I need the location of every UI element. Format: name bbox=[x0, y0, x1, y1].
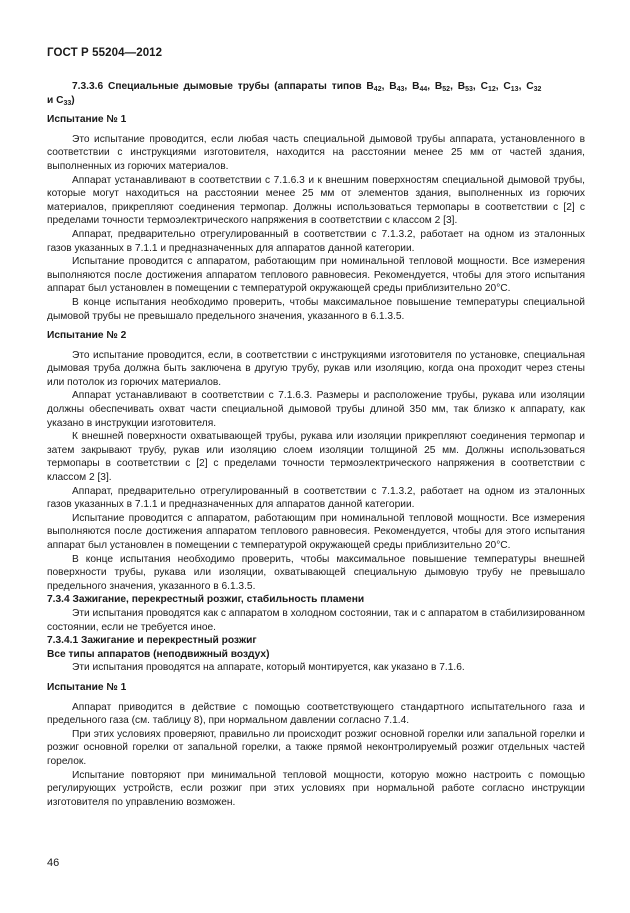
all-types-heading: Все типы аппаратов (неподвижный воздух) bbox=[47, 648, 270, 660]
section-7-3-4-1-heading: 7.3.4.1 Зажигание и перекрестный розжиг bbox=[47, 635, 257, 647]
paragraph: Аппарат устанавливают в соответствии с 7.1.6.3. Размеры и расположение трубы, рукава или изоляции должны обеспечивать охват части специальной дымовой трубы длиной 350 мм, так близко к аппарату, как указано в инструкции изготовителя. bbox=[47, 390, 585, 429]
paragraph: В конце испытания необходимо проверить, чтобы максимальное повышение температуры специальной дымовой трубы не превышало предельного значения, указанного в 6.1.3.5. bbox=[47, 296, 585, 322]
section-7-3-3-6-heading-cont: и $C_{33}$) bbox=[47, 94, 75, 107]
paragraph: Эти испытания проводятся на аппарате, который монтируется, как указано в 7.1.6. bbox=[72, 662, 465, 674]
paragraph: Эти испытания проводятся как с аппаратом в холодном состоянии, так и с аппаратом в стабилизированном состоянии, если не требуется иное. bbox=[47, 607, 585, 633]
test-1-heading: Испытание № 1 bbox=[47, 114, 127, 126]
paragraph: При этих условиях проверяют, правильно ли происходит розжиг основной горелки или запальной горелки и розжиг основной горелки от запальной горелки, а также прямой неконтролируемый розжиг отдельных частей горелок. bbox=[47, 728, 585, 767]
standard-code-header: ГОСТ Р 55204—2012 bbox=[47, 47, 163, 59]
section-7-3-4-heading: 7.3.4 Зажигание, перекрестный розжиг, стабильность пламени bbox=[47, 594, 365, 606]
test-1-ignition-heading: Испытание № 1 bbox=[47, 681, 127, 693]
paragraph: Испытание проводится с аппаратом, работающим при номинальной тепловой мощности. Все измерения выполняются после достижения аппаратом теплового равновесия. Рекомендуется, чтобы для этого испытания аппарат был установлен в помещении с температурой окружающей среды приблизительно 20°C. bbox=[47, 512, 585, 551]
paragraph: В конце испытания необходимо проверить, чтобы максимальное повышение температуры внешней поверхности трубы, рукава или изоляции, охватывающей специальную дымовую трубу не превышало предельного значения, указанного в 6.1.3.5. bbox=[47, 553, 585, 592]
section-7-3-3-6-heading: 7.3.3.6 Специальные дымовые трубы (аппараты типов $B_{42}$, $B_{43}$, $B_{44}$, $B_{52}$, $B_{53}$, $C_{12}$, $C_{13}$, $C_{32}$ bbox=[72, 81, 542, 93]
paragraph: Это испытание проводится, если, в соответствии с инструкциями изготовителя по установке, специальная дымовая труба должна быть заключена в другую трубу, рукав или изоляцию, когда она проходит через стены или потолок из горючих материалов. bbox=[47, 349, 585, 388]
test-2-heading: Испытание № 2 bbox=[47, 330, 127, 342]
paragraph: Аппарат приводится в действие с помощью соответствующего стандартного испытательного газа и предельного газа (см. таблицу 8), при нормальном давлении согласно 7.1.4. bbox=[47, 701, 585, 727]
document-body bbox=[47, 80, 585, 809]
section-number: 7.3.3.6 bbox=[72, 81, 104, 92]
paragraph: Испытание проводится с аппаратом, работающим при номинальной тепловой мощности. Все измерения выполняются после достижения аппаратом теплового равновесия. Рекомендуется, чтобы для этого испытания аппарат был установлен в помещении с температурой окружающей среды приблизительно 20°C. bbox=[47, 256, 585, 295]
paragraph: К внешней поверхности охватывающей трубы, рукава или изоляции прикрепляют соединения термопар и затем закрывают трубу, рукав или изоляцию слоем изоляции толщиной 25 мм. Должны использоваться термопары в соответствии с [2] с пределами точности термоэлектрического напряжения в соответствии с классом 2 [3]. bbox=[47, 431, 585, 484]
paragraph: Аппарат, предварительно отрегулированный в соответствии с 7.1.3.2, работает на одном из эталонных газов указанных в 7.1.1 и предназначенных для аппаратов данной категории. bbox=[47, 228, 585, 254]
paragraph: Аппарат устанавливают в соответствии с 7.1.6.3 и к внешним поверхностям специальной дымовой трубы, которые могут находиться на расстоянии менее 25 мм от элементов здания, выполненных из горючих материалов, прикрепляют соединения термопар. Должны использоваться термопары в соответствии с [2] с пределами точности термоэлектрического напряжения в соответствии с классом 2 [3]. bbox=[47, 174, 585, 227]
paragraph: Испытание повторяют при минимальной тепловой мощности, которую можно настроить с помощью регулирующих устройств, если розжиг при этих условиях при нормальной работе согласно инструкции изготовителя по управлению возможен. bbox=[47, 769, 585, 808]
paragraph: Аппарат, предварительно отрегулированный в соответствии с 7.1.3.2, работает на одном из эталонных газов указанных в 7.1.1 и предназначенных для аппаратов данной категории. bbox=[47, 485, 585, 511]
page-number: 46 bbox=[47, 857, 60, 869]
paragraph: Это испытание проводится, если любая часть специальной дымовой трубы аппарата, установленного в соответствии с инструкциями изготовителя, находится на расстоянии менее 25 мм от частей здания, выполненных из горючих материалов. bbox=[47, 133, 585, 172]
